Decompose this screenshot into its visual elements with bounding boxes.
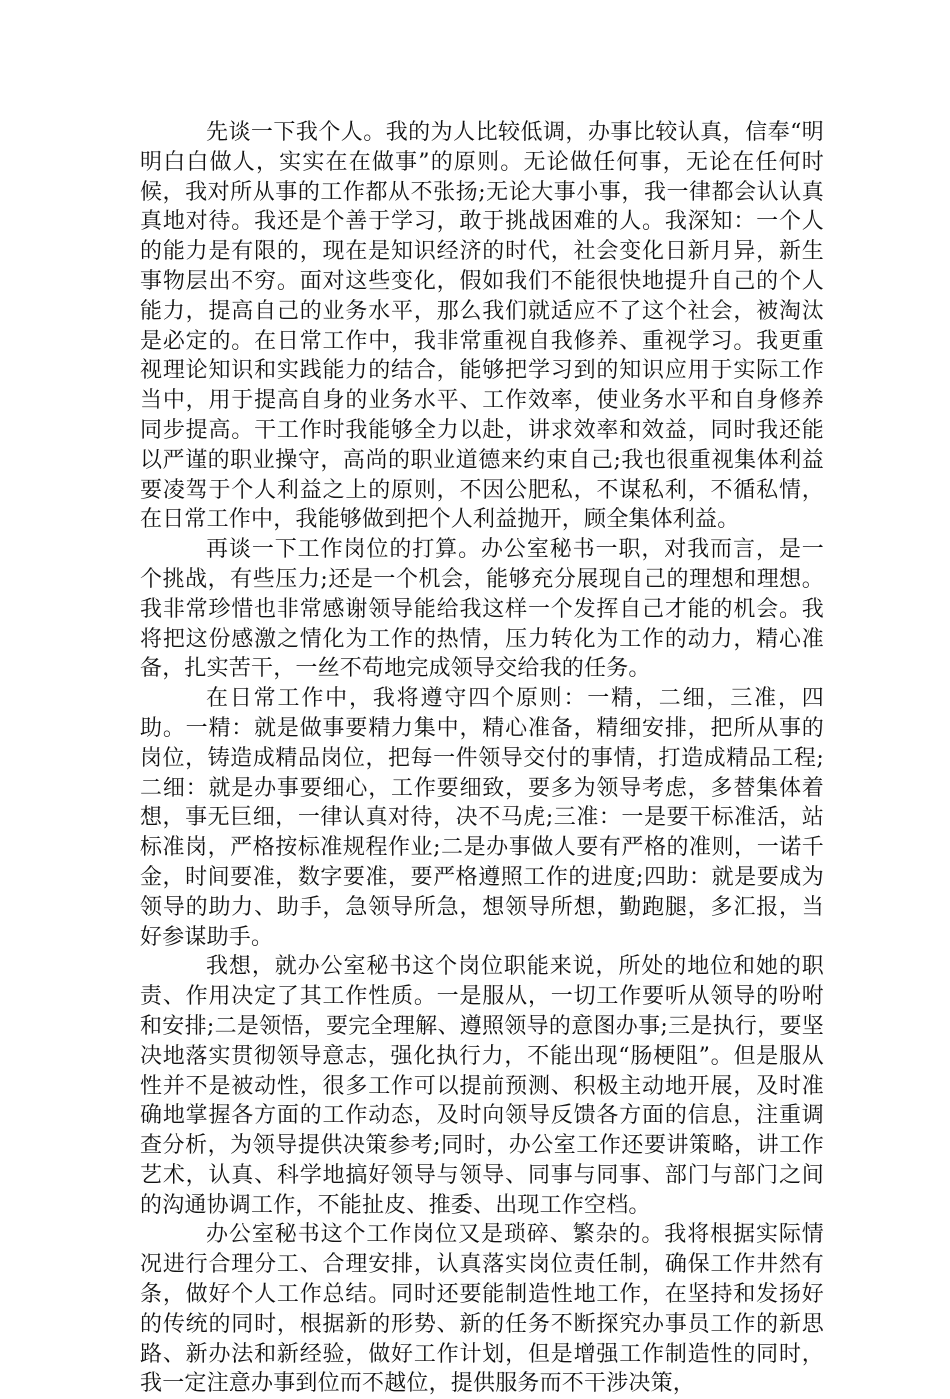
paragraph-job-nature: 我想，就办公室秘书这个岗位职能来说，所处的地位和她的职责、作用决定了其工作性质。一是服从，一切工作要听从领导的吩咐和安排;二是领悟，要完全理解、遵照领导的意图办事;三是执行，要坚决地落实贯彻领导意志，强化执行力，不能出现“肠梗阻”。但是服从性并不是被动性，很多工作可以提前预测、积极主动地开展，及时准确地掌握各方面的工作动态，及时向领导反馈各方面的信息，注重调查分析，为领导提供决策参考;同时，办公室工作还要讲策略，讲工作艺术，认真、科学地搞好领导与领导、同事与同事、部门与部门之间的沟通协调工作，不能扯皮、推委、出现工作空档。 — [140, 954, 824, 1218]
paragraph-personal: 先谈一下我个人。我的为人比较低调，办事比较认真，信奉“明明白白做人，实实在在做事”的原则。无论做任何事，无论在任何时候，我对所从事的工作都从不张扬;无论大事小事，我一律都会认认真真地对待。我还是个善于学习，敢于挑战困难的人。我深知：一个人的能力是有限的，现在是知识经济的时代，社会变化日新月异，新生事物层出不穷。面对这些变化，假如我们不能很快地提升自己的个人能力，提高自己的业务水平，那么我们就适应不了这个社会，被淘汰是必定的。在日常工作中，我非常重视自我修养、重视学习。我更重视理论知识和实践能力的结合，能够把学习到的知识应用于实际工作当中，用于提高自身的业务水平、工作效率，使业务水平和自身修养同步提高。干工作时我能够全力以赴，讲求效率和效益，同时我还能以严谨的职业操守，高尚的职业道德来约束自己;我也很重视集体利益要凌驾于个人利益之上的原则，不因公肥私，不谋私利，不循私情，在日常工作中，我能够做到把个人利益抛开，顾全集体利益。 — [140, 120, 824, 533]
document-page — [140, 118, 824, 1399]
paragraph-position-plan: 再谈一下工作岗位的打算。办公室秘书一职，对我而言，是一个挑战，有些压力;还是一个机会，能够充分展现自己的理想和理想。我非常珍惜也非常感谢领导能给我这样一个发挥自己才能的机会。我将把这份感激之情化为工作的热情，压力转化为工作的动力，精心准备，扎实苦干，一丝不苟地完成领导交给我的任务。 — [140, 537, 824, 682]
paragraph-work-arrangement: 办公室秘书这个工作岗位又是琐碎、繁杂的。我将根据实际情况进行合理分工、合理安排，认真落实岗位责任制，确保工作井然有条，做好个人工作总结。同时还要能制造性地工作，在坚持和发扬好的传统的同时，根据新的形势、新的任务不断探究办事员工作的新思路、新办法和新经验，做好工作计划，但是增强工作制造性的同时，我一定注意办事到位而不越位，提供服务而不干涉决策， — [140, 1222, 824, 1397]
paragraph-four-principles: 在日常工作中，我将遵守四个原则：一精，二细，三准，四助。一精：就是做事要精力集中，精心准备，精细安排，把所从事的岗位，铸造成精品岗位，把每一件领导交付的事情，打造成精品工程;二细：就是办事要细心，工作要细致，要多为领导考虑，多替集体着想，事无巨细，一律认真对待，决不马虎;三准：一是要干标准活，站标准岗，严格按标准规程作业;二是办事做人要有严格的准则，一诺千金，时间要准，数字要准，要严格遵照工作的进度;四助：就是要成为领导的助力、助手，急领导所急，想领导所想，勤跑腿，多汇报，当好参谋助手。 — [140, 686, 824, 950]
